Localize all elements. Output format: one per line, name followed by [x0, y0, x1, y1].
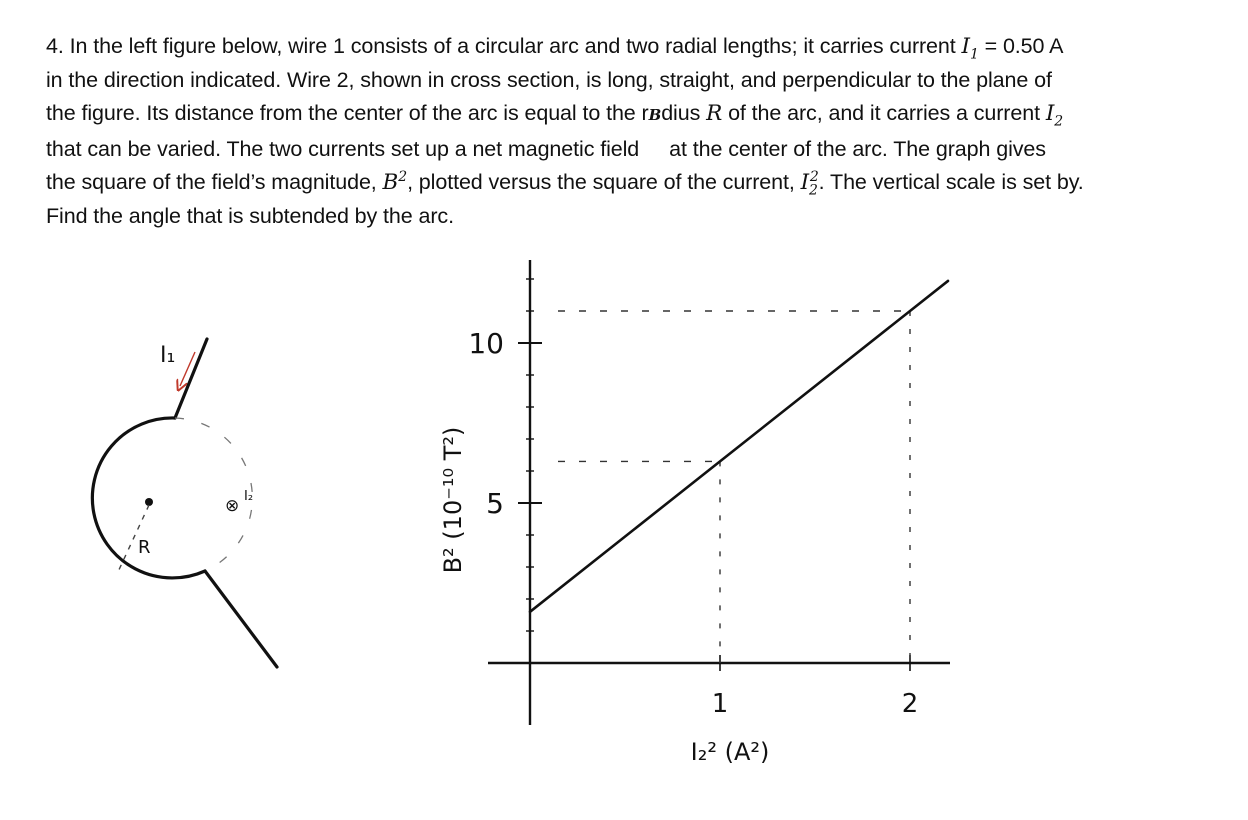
vector-b-symbol: B: [648, 106, 662, 124]
series-line: [530, 281, 948, 612]
arc-radius-dashed-circle: [175, 418, 252, 571]
current-i2-symbol: $I_2$: [1045, 101, 1064, 130]
y-tick-label: 5: [486, 487, 504, 520]
problem-line-1: 4. In the left figure below, wire 1 consists of a circular arc and two radial lengths; it carries current $I_1 = 0.50$ A: [46, 34, 1064, 63]
i2-squared-symbol: $I_2^2$: [800, 168, 819, 199]
problem-line-5: the square of the field’s magnitude, $B^2$, plotted versus the square of the current, $I_2^2$. The vertical scale is set by.: [46, 168, 1084, 199]
problem-line-6: Find the angle that is subtended by the arc.: [46, 203, 454, 228]
wire1-radial-upper: [175, 339, 207, 418]
wire2-cross-section-icon: ⊗: [225, 496, 240, 516]
current-i1-symbol: $I_1$: [961, 34, 979, 63]
wire-figure: [92, 339, 277, 667]
y-tick-label: 10: [468, 327, 504, 360]
x-axis-label: I₂² (A²): [690, 738, 770, 766]
i2-label: I₂: [244, 489, 254, 504]
x-tick-label: 1: [711, 689, 729, 719]
problem-line-3: the figure. Its distance from the center of the arc is equal to the rBdius R of the arc, and it carries a current $I_2$: [46, 101, 1064, 130]
y-axis-label: B² (10⁻¹⁰ T²): [439, 426, 467, 574]
b-squared-symbol: $B^2$: [382, 168, 408, 195]
problem-number: 4.: [46, 34, 64, 58]
wire1-radial-lower: [205, 571, 277, 667]
i1-direction-arrow: [180, 352, 195, 386]
radius-label: R: [138, 537, 151, 558]
i1-label: I₁: [160, 343, 176, 368]
x-tick-label: 2: [901, 689, 919, 719]
chart: [439, 260, 950, 766]
problem-line-4: that can be varied. The two currents set up a net magnetic field at the center of the arc. The graph gives: [46, 136, 1046, 161]
arc-center-dot: [145, 498, 153, 506]
problem-line-2: in the direction indicated. Wire 2, shown in cross section, is long, straight, and perpendicular to the plane of: [46, 67, 1052, 92]
